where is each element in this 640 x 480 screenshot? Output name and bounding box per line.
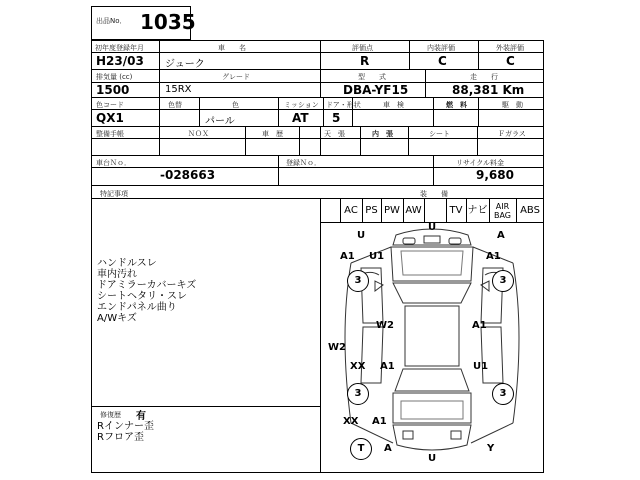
- rule: [159, 126, 160, 155]
- mark-a1-left-bottom: A1: [372, 416, 387, 427]
- seat-label: シート: [429, 130, 450, 138]
- remark-line: ハンドルスレ: [97, 258, 157, 269]
- remarks-list: [97, 258, 196, 324]
- color-label: 色: [232, 101, 239, 109]
- repair-line: Rインナー歪: [97, 421, 154, 432]
- equipment-blank: [424, 201, 446, 221]
- repair-list: [97, 421, 154, 443]
- equipment-aw: AW: [405, 205, 422, 216]
- front-glass-label: Ｆガラス: [498, 130, 526, 138]
- equipment-navi: ナビ: [467, 205, 488, 216]
- mark-xx-left-bottom: XX: [343, 416, 359, 427]
- mark-xx-left-mid: XX: [350, 361, 366, 372]
- vehicle-history-label: 車 歴: [262, 130, 283, 138]
- remark-line: シートヘタリ・スレ: [97, 291, 187, 302]
- lot-number-label: 出品No．: [96, 17, 127, 25]
- roof-lining-label: 天 張: [324, 130, 345, 138]
- first-registration-value: H23/03: [96, 54, 144, 68]
- mark-t-circle: T: [350, 438, 372, 460]
- rule: [320, 126, 321, 155]
- rule: [323, 97, 324, 126]
- exterior-score-label: 外装評価: [496, 44, 524, 52]
- rule: [278, 97, 279, 126]
- car-name-value: ジューク: [165, 59, 205, 70]
- equipment-tv: TV: [449, 205, 463, 216]
- recycle-fee-value: 9,680: [476, 168, 514, 182]
- mark-w2-center: W2: [376, 320, 394, 331]
- grade-label: グレード: [222, 73, 250, 81]
- mark-a1-left-mid: A1: [380, 361, 395, 372]
- interior-lining-label: 内 張: [372, 130, 393, 138]
- repair-history-label: 修復歴: [100, 411, 121, 419]
- repair-history-value: 有: [136, 411, 146, 422]
- model-code-value: DBA-YF15: [343, 83, 409, 97]
- displacement-label: 排気量 (cc): [96, 73, 133, 81]
- mark-u-front-left: U: [357, 230, 366, 241]
- registration-number-label: 登録Ｎｏ．: [286, 159, 321, 167]
- rule: [408, 126, 409, 155]
- mark-a1-left-top: A1: [340, 251, 355, 262]
- car-name-label: 車 名: [218, 44, 246, 52]
- maintenance-book-label: 整備手帳: [96, 130, 124, 138]
- equipment-pw: PW: [384, 205, 400, 216]
- mark-w2-left: W2: [328, 342, 346, 353]
- doors-value: 5: [332, 111, 341, 125]
- color-value: パール: [205, 116, 235, 127]
- equipment-airbag: AIR BAG: [493, 202, 512, 220]
- equipment-abs: ABS: [520, 205, 540, 216]
- auction-score-value: R: [360, 54, 370, 68]
- remark-line: ドアミラーカバーキズ: [97, 280, 197, 291]
- color-change-label: 色替: [168, 101, 182, 109]
- tyre-rear-right: 3: [492, 383, 514, 405]
- grade-value: 15RX: [165, 84, 192, 95]
- transmission-value: AT: [292, 111, 309, 125]
- mark-u-bottom: U: [428, 453, 437, 464]
- rule: [360, 126, 361, 155]
- rule: [278, 155, 279, 185]
- interior-score-label: 内装評価: [427, 44, 455, 52]
- chassis-number-label: 車台Ｎｏ．: [96, 159, 131, 167]
- inspection-label: 車 検: [383, 101, 404, 109]
- rule: [159, 97, 160, 126]
- rule: [425, 69, 426, 97]
- color-code-label: 色コード: [96, 101, 124, 109]
- rule: [91, 198, 544, 199]
- rule: [199, 97, 200, 126]
- auction-score-label: 評価点: [352, 44, 373, 52]
- remarks-label: 特記事項: [100, 190, 128, 198]
- mark-a-bottom: A: [384, 443, 392, 454]
- nox-label: ＮＯＸ: [188, 130, 209, 138]
- interior-score-value: C: [438, 54, 447, 68]
- remark-line: 車内汚れ: [97, 269, 137, 280]
- mark-a1-right-top: A1: [486, 251, 501, 262]
- displacement-value: 1500: [96, 83, 130, 97]
- rule: [478, 40, 479, 69]
- tyre-rear-left: 3: [347, 383, 369, 405]
- remark-line: エンドパネル曲り: [97, 302, 177, 313]
- mark-y-bottom: Y: [487, 443, 495, 454]
- mileage-value: 88,381 Km: [452, 83, 525, 97]
- rule: [91, 185, 544, 186]
- drive-label: 駆 動: [502, 101, 523, 109]
- color-code-value: QX1: [96, 111, 124, 125]
- rule: [245, 126, 246, 155]
- recycle-fee-label: リサイクル料金: [456, 159, 505, 167]
- tyre-front-left: 3: [347, 270, 369, 292]
- transmission-label: ミッション: [284, 101, 319, 109]
- equipment-ac: AC: [344, 205, 358, 216]
- rule: [409, 40, 410, 69]
- mark-u1-left-top: U1: [369, 251, 385, 262]
- rule: [159, 40, 160, 97]
- rule: [91, 155, 544, 156]
- mark-a1-right-mid: A1: [472, 320, 487, 331]
- rule: [299, 126, 300, 155]
- mileage-label: 走 行: [470, 73, 498, 81]
- lot-number-value: 1035: [140, 10, 196, 34]
- chassis-number-value: -028663: [160, 168, 216, 182]
- repair-line: Rフロア歪: [97, 432, 144, 443]
- equipment-label: 装 備: [420, 190, 448, 198]
- tyre-front-right: 3: [492, 270, 514, 292]
- fuel-label: 燃 料: [446, 101, 467, 109]
- rule: [433, 97, 434, 126]
- rule: [320, 40, 321, 97]
- mark-u-front-center: U: [428, 222, 437, 233]
- equipment-ps: PS: [365, 205, 378, 216]
- doors-label: ドア・形状: [326, 101, 361, 109]
- mark-u1-right-mid: U1: [473, 361, 489, 372]
- rule: [91, 406, 321, 407]
- rule: [478, 97, 479, 126]
- mark-a-front-right: A: [497, 230, 505, 241]
- remark-line: A/Wキズ: [97, 313, 137, 324]
- rule: [477, 126, 478, 155]
- model-code-label: 型 式: [358, 73, 386, 81]
- first-registration-label: 初年度登録年月: [95, 44, 144, 52]
- rule: [433, 155, 434, 185]
- exterior-score-value: C: [506, 54, 515, 68]
